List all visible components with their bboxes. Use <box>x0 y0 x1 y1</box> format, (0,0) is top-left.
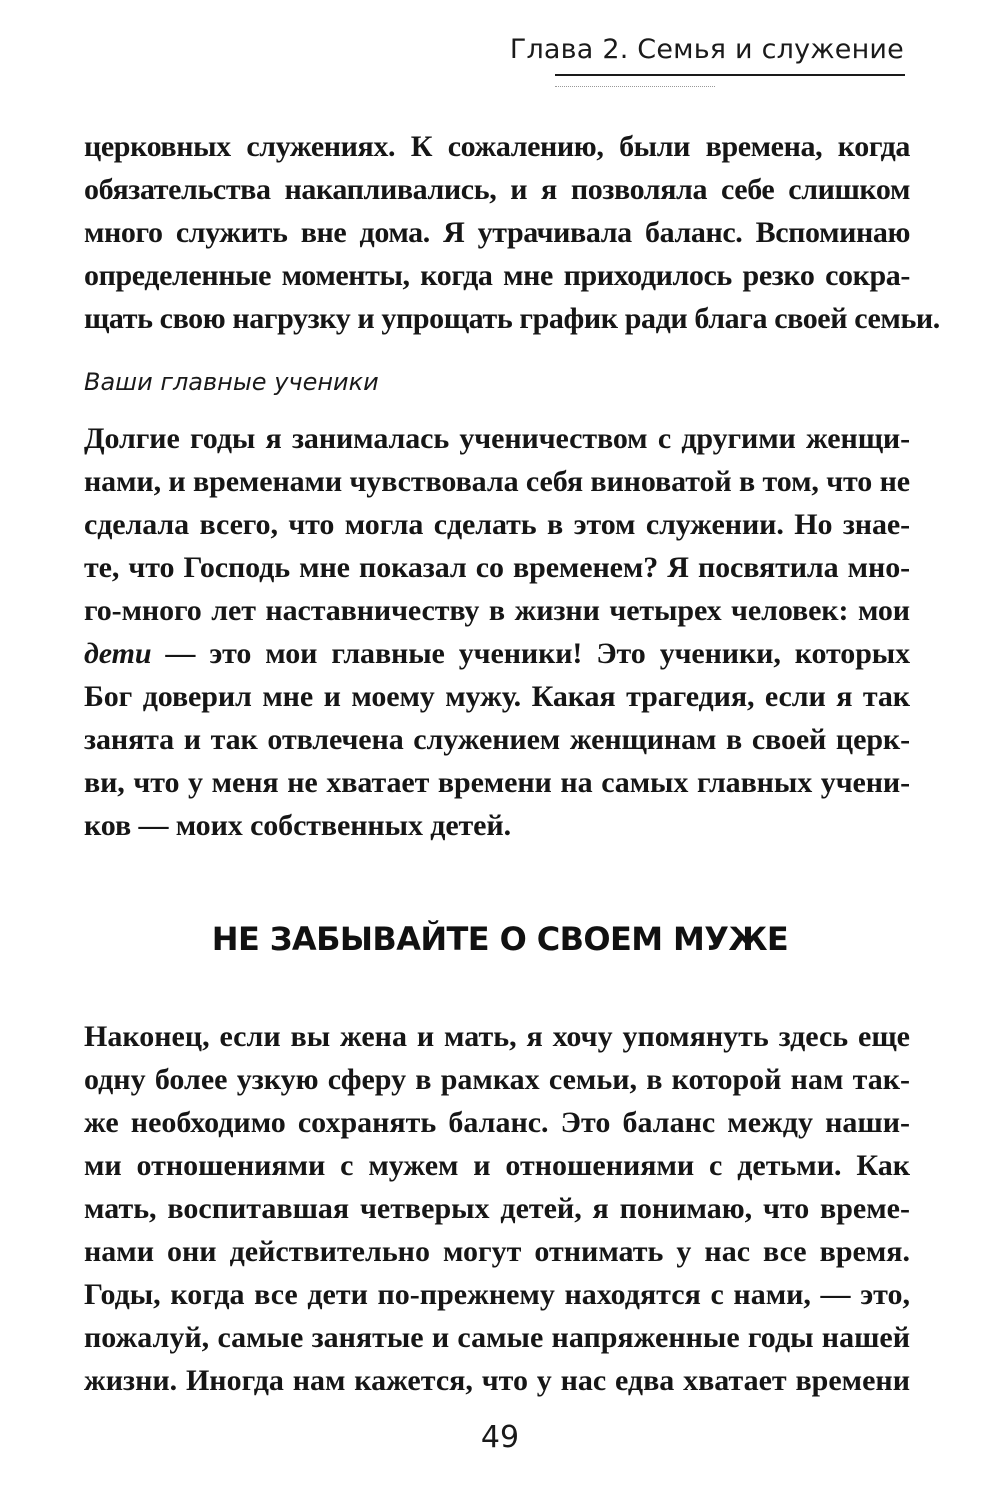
text-line: Наконец, если вы жена и мать, я хочу упомянуть здесь еще <box>84 1020 910 1053</box>
text-line: определенные моменты, когда мне приходилось резко сокра- <box>84 259 910 292</box>
text-line-emphasis <box>84 632 910 675</box>
text-line: Годы, когда все дети по-прежнему находятся с нами, — это, <box>84 1278 910 1311</box>
text-line: Бог доверил мне и моему мужу. Какая трагедия, если я так <box>84 680 910 713</box>
paragraph-1 <box>84 125 940 340</box>
text-line-rest: — это мои главные ученики! Это ученики, которых <box>151 637 910 670</box>
text-line: ков — моих собственных детей. <box>84 809 511 842</box>
text-line: много служить вне дома. Я утрачивала баланс. Вспоминаю <box>84 216 910 249</box>
paragraph-2 <box>84 417 910 847</box>
text-line: те, что Господь мне показал со временем? Я посвятила мно- <box>84 551 910 584</box>
text-line: Долгие годы я занималась ученичеством с другими женщи- <box>84 422 910 455</box>
running-head: Глава 2. Семья и служение <box>509 34 904 65</box>
text-line: го-много лет наставничеству в жизни четырех человек: мои <box>84 594 910 627</box>
text-line: ми отношениями с мужем и отношениями с детьми. Как <box>84 1149 910 1182</box>
text-line: мать, воспитавшая четверых детей, я понимаю, что време- <box>84 1192 910 1225</box>
text-line: сделала всего, что могла сделать в этом служении. Но знае- <box>84 508 910 541</box>
text-line: ви, что у меня не хватает времени на самых главных учени- <box>84 766 910 799</box>
running-head-rule <box>555 74 905 76</box>
text-line: же необходимо сохранять баланс. Это баланс между наши- <box>84 1106 910 1139</box>
text-line: нами они действительно могут отнимать у нас все время. <box>84 1235 910 1268</box>
page-number: 49 <box>480 1420 520 1455</box>
text-line: обязательства накапливались, и я позволяла себе слишком <box>84 173 910 206</box>
text-line: занята и так отвлечена служением женщинам в своей церк- <box>84 723 910 756</box>
section-heading: НЕ ЗАБЫВАЙТЕ О СВОЕМ МУЖЕ <box>211 920 789 958</box>
running-head-dotted-rule <box>555 86 715 87</box>
subheading: Ваши главные ученики <box>84 368 379 396</box>
text-line: щать свою нагрузку и упрощать график ради блага своей семьи. <box>84 302 940 335</box>
paragraph-3 <box>84 1015 910 1402</box>
text-line: одну более узкую сферу в рамках семьи, в которой нам так- <box>84 1063 910 1096</box>
text-line: нами, и временами чувствовала себя виноватой в том, что не <box>84 465 910 498</box>
emphasis-word: дети <box>84 637 152 670</box>
text-line: церковных служениях. К сожалению, были времена, когда <box>84 130 910 163</box>
text-line: жизни. Иногда нам кажется, что у нас едва хватает времени <box>84 1364 910 1397</box>
text-line: пожалуй, самые занятые и самые напряженные годы нашей <box>84 1321 910 1354</box>
